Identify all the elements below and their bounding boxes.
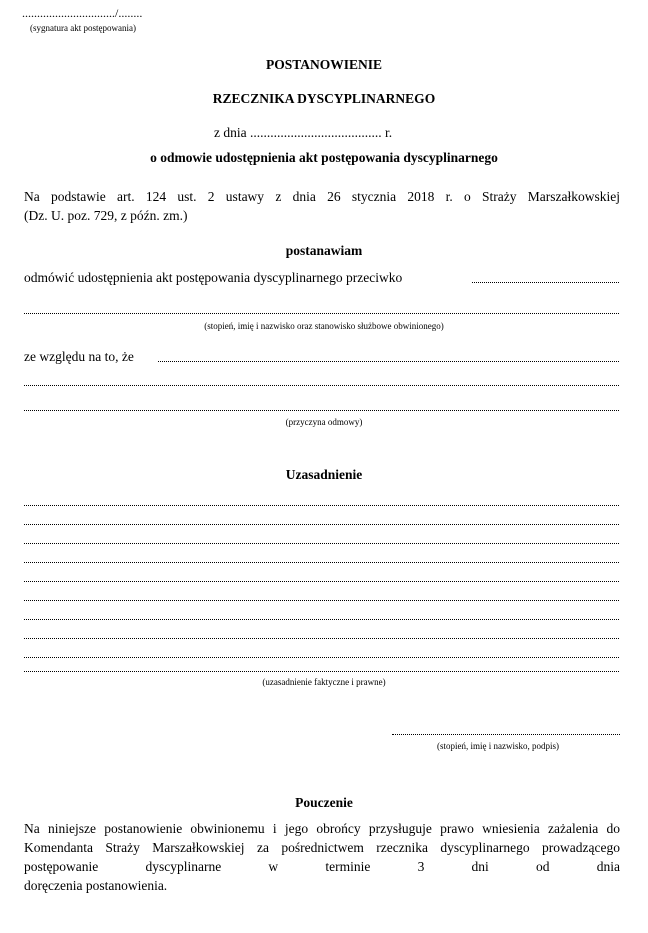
justification-heading: Uzasadnienie bbox=[285, 467, 363, 482]
justification-caption: (uzasadnienie faktyczne i prawne) bbox=[262, 677, 386, 687]
instruction-last-line: doręczenia postanowienia. bbox=[24, 878, 168, 893]
reason-prefix: ze względu na to, że bbox=[24, 349, 134, 364]
document-subtitle: RZECZNIKA DYSCYPLINARNEGO bbox=[212, 91, 436, 106]
justification-line-6[interactable] bbox=[24, 600, 619, 601]
justification-line-7[interactable] bbox=[24, 619, 619, 620]
document-title: POSTANOWIENIE bbox=[265, 57, 383, 72]
justification-line-10[interactable] bbox=[24, 671, 619, 672]
instruction-heading: Pouczenie bbox=[295, 795, 353, 810]
case-signature-caption: (sygnatura akt postępowania) bbox=[30, 23, 136, 33]
reason-field-line-3[interactable] bbox=[24, 410, 619, 411]
justification-line-9[interactable] bbox=[24, 657, 619, 658]
justification-line-2[interactable] bbox=[24, 524, 619, 525]
reason-field-line-2[interactable] bbox=[24, 385, 619, 386]
date-line bbox=[214, 125, 392, 141]
justification-line-5[interactable] bbox=[24, 581, 619, 582]
legal-basis-line2: (Dz. U. poz. 729, z późn. zm.) bbox=[24, 208, 188, 223]
signature-field[interactable] bbox=[392, 734, 620, 735]
instruction-text: Na niniejsze postanowienie obwinionemu i jego obrońcy przysługuje prawo wniesienia zażalenia do Komendanta Straży Marszałkowskiej za pośrednictwem rzecznika dyscyplinarnego prowadzącego postępowanie dyscyplinarne w terminie 3 dni od dnia bbox=[24, 821, 620, 874]
date-suffix: r. bbox=[385, 125, 393, 140]
accused-field-line-2[interactable] bbox=[24, 313, 619, 314]
reason-field-line-1[interactable] bbox=[158, 361, 619, 362]
case-signature-field[interactable]: .............................../........ bbox=[22, 6, 143, 20]
accused-field-line-1[interactable] bbox=[472, 282, 619, 283]
justification-line-3[interactable] bbox=[24, 543, 619, 544]
accused-caption: (stopień, imię i nazwisko oraz stanowisko służbowe obwinionego) bbox=[204, 321, 444, 331]
refuse-text: odmówić udostępnienia akt postępowania dyscyplinarnego przeciwko bbox=[24, 270, 403, 285]
legal-basis-line1: Na podstawie art. 124 ust. 2 ustawy z dnia 26 stycznia 2018 r. o Straży Marszałkowskiej bbox=[24, 189, 620, 204]
date-prefix: z dnia bbox=[214, 125, 247, 140]
document-subject: o odmowie udostępnienia akt postępowania dyscyplinarnego bbox=[150, 150, 498, 165]
signature-caption: (stopień, imię i nazwisko, podpis) bbox=[437, 741, 559, 751]
justification-line-8[interactable] bbox=[24, 638, 619, 639]
justification-line-4[interactable] bbox=[24, 562, 619, 563]
date-field[interactable]: ....................................... bbox=[250, 125, 382, 140]
decision-heading: postanawiam bbox=[285, 243, 363, 258]
reason-caption: (przyczyna odmowy) bbox=[285, 417, 363, 427]
justification-line-1[interactable] bbox=[24, 505, 619, 506]
